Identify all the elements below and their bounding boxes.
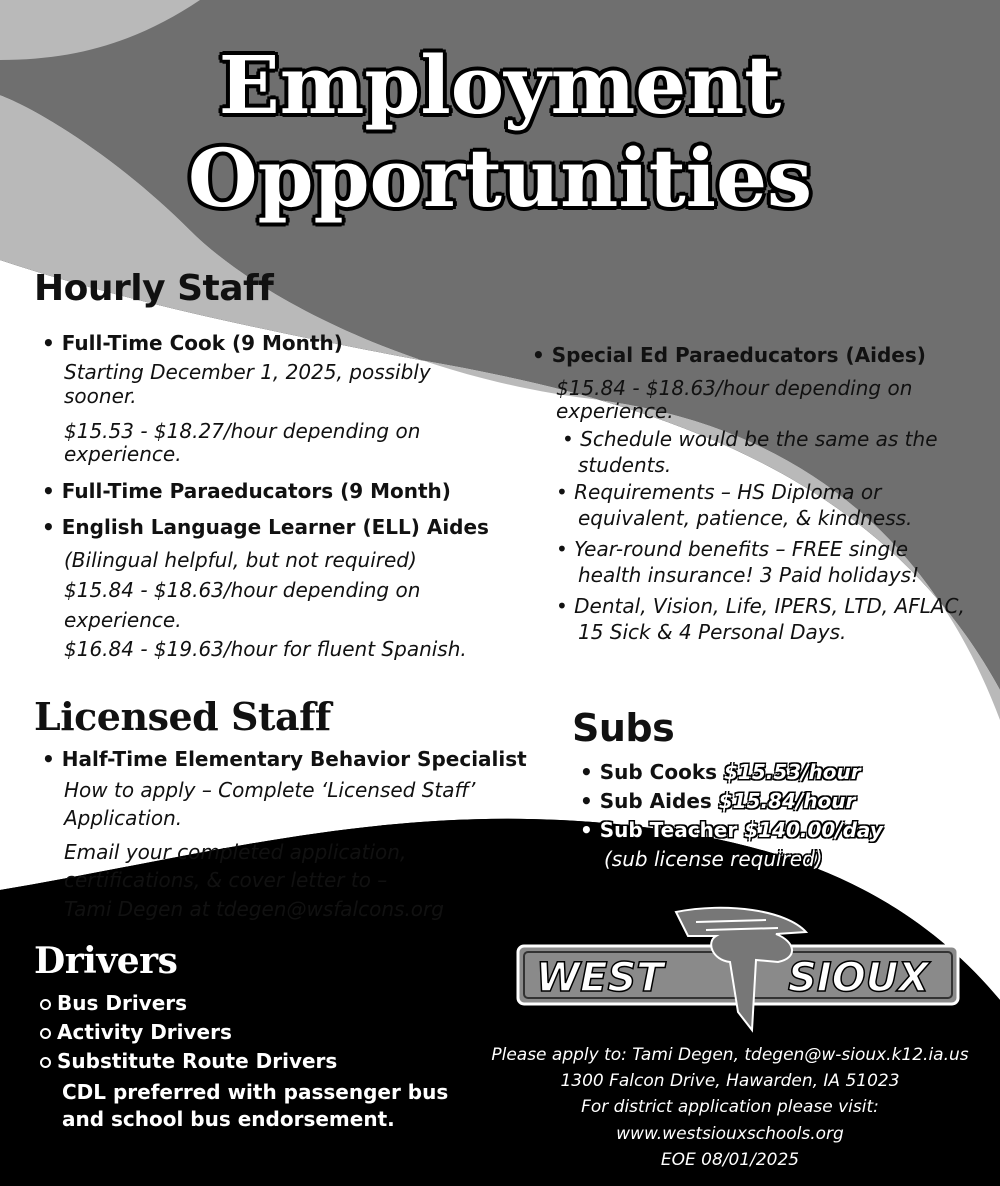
special-ed-bullet-4a: • Dental, Vision, Life, IPERS, LTD, AFLAC,: [556, 594, 965, 618]
title-line-1: Employment: [218, 38, 782, 132]
sub-aides-rate: $15.84/hour: [718, 789, 856, 813]
cook-line-2: sooner.: [64, 384, 137, 408]
footer-apply: Please apply to: Tami Degen, tdegen@w-sioux.k12.ia.us: [491, 1045, 969, 1065]
cook-title: • Full-Time Cook (9 Month): [42, 331, 343, 355]
sub-cooks-rate: $15.53/hour: [724, 760, 861, 784]
special-ed-bullet-1b: students.: [578, 453, 672, 477]
driver-item-bus-label: Bus Drivers: [57, 991, 188, 1015]
special-ed-line-2: experience.: [556, 399, 674, 423]
bullet-icon: [40, 1028, 51, 1039]
special-ed-bullet-1a: • Schedule would be the same as the: [562, 427, 938, 451]
sub-teacher-label: • Sub Teacher: [580, 818, 738, 842]
licensed-staff-heading: Licensed Staff: [34, 694, 331, 739]
ell-line-1: (Bilingual helpful, but not required): [64, 548, 417, 572]
cook-line-3: $15.53 - $18.27/hour depending on: [64, 419, 421, 443]
sub-aides: [580, 789, 855, 813]
subs-heading: Subs: [572, 706, 675, 750]
west-sioux-logo: [516, 902, 962, 1034]
bullet-icon: [40, 1057, 51, 1068]
bullet-icon: [40, 999, 51, 1010]
driver-item-route-label: Substitute Route Drivers: [57, 1049, 338, 1073]
sub-teacher: [580, 818, 883, 842]
licensed-line-3: Email your completed application,: [64, 840, 407, 864]
drivers-heading: Drivers: [34, 940, 178, 982]
special-ed-bullet-2b: equivalent, patience, & kindness.: [578, 506, 913, 530]
sub-cooks-label: • Sub Cooks: [580, 760, 718, 784]
hourly-staff-heading: Hourly Staff: [34, 268, 274, 309]
ell-line-2: $15.84 - $18.63/hour depending on: [64, 578, 421, 602]
ell-line-4: $16.84 - $19.63/hour for fluent Spanish.: [64, 637, 467, 661]
sub-teacher-note: (sub license required): [604, 847, 823, 871]
footer-address: 1300 Falcon Drive, Hawarden, IA 51023: [560, 1071, 900, 1091]
footer-eoe: EOE 08/01/2025: [660, 1150, 800, 1170]
drivers-note-1: CDL preferred with passenger bus: [62, 1080, 449, 1104]
drivers-note-2: and school bus endorsement.: [62, 1107, 395, 1131]
licensed-line-2: Application.: [64, 806, 183, 830]
sub-cooks: [580, 760, 861, 784]
driver-item-activity-label: Activity Drivers: [57, 1020, 232, 1044]
special-ed-line-1: $15.84 - $18.63/hour depending on: [556, 376, 913, 400]
behavior-specialist-title: • Half-Time Elementary Behavior Specialist: [42, 747, 527, 771]
driver-item-activity: [40, 1020, 232, 1044]
special-ed-bullet-3b: health insurance! 3 Paid holidays!: [578, 563, 920, 587]
driver-item-route: [40, 1049, 337, 1073]
title-line-2: Opportunities: [187, 131, 813, 225]
cook-line-4: experience.: [64, 442, 182, 466]
ell-line-3: experience.: [64, 608, 182, 632]
logo-sioux-text: SIOUX: [788, 955, 930, 1001]
sub-teacher-rate: $140.00/day: [744, 818, 883, 842]
cook-line-1: Starting December 1, 2025, possibly: [64, 360, 431, 384]
special-ed-bullet-4b: 15 Sick & 4 Personal Days.: [578, 620, 847, 644]
licensed-line-5: Tami Degen at tdegen@wsfalcons.org: [64, 897, 444, 921]
ell-title: • English Language Learner (ELL) Aides: [42, 515, 489, 539]
logo-west-text: WEST: [536, 955, 664, 1001]
sub-aides-label: • Sub Aides: [580, 789, 712, 813]
paraeducators-title: • Full-Time Paraeducators (9 Month): [42, 479, 451, 503]
footer-website[interactable]: www.westsiouxschools.org: [616, 1124, 844, 1144]
footer-visit: For district application please visit:: [581, 1097, 879, 1117]
special-ed-title: • Special Ed Paraeducators (Aides): [532, 343, 926, 367]
licensed-line-1: How to apply – Complete ‘Licensed Staff’: [64, 778, 476, 802]
special-ed-bullet-3a: • Year-round benefits – FREE single: [556, 537, 909, 561]
licensed-line-4: certifications, & cover letter to –: [64, 868, 388, 892]
driver-item-bus: [40, 991, 187, 1015]
special-ed-bullet-2a: • Requirements – HS Diploma or: [556, 480, 882, 504]
